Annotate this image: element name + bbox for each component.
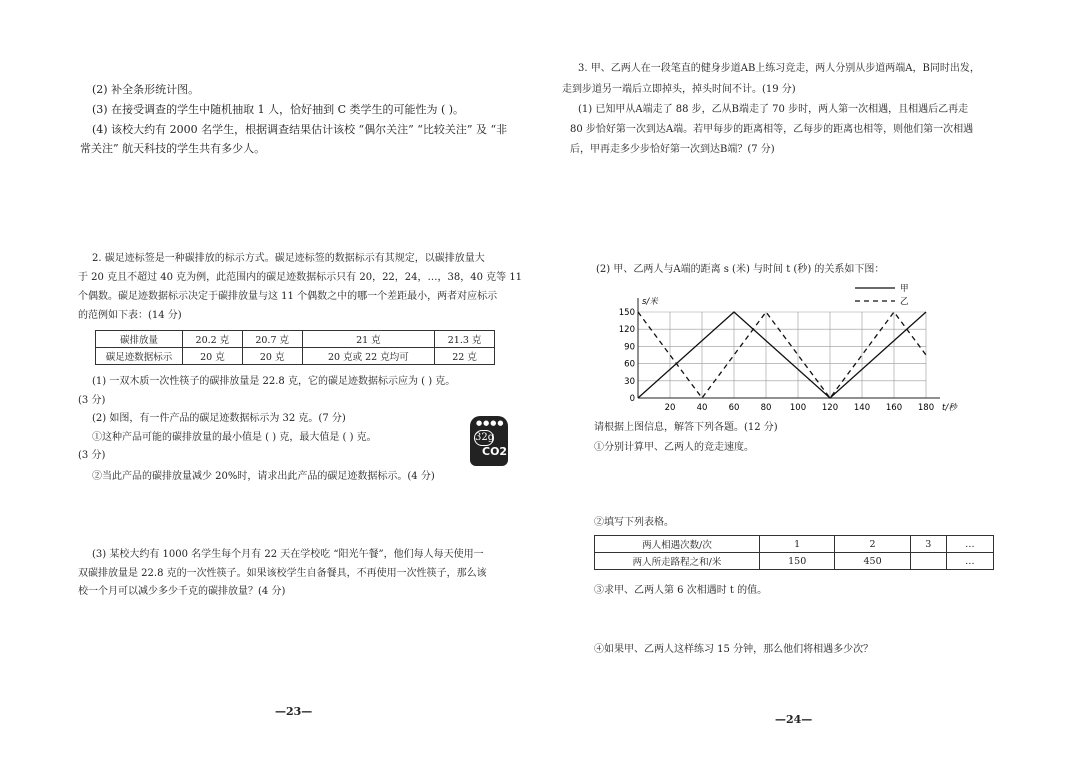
q3-part1-line1: (1) 已知甲从A端走了 88 步，乙从B端走了 70 步时，两人第一次相遇，且相遇后乙再走 xyxy=(578,104,969,115)
x-axis-label: t/秒 xyxy=(942,403,957,413)
q3-part2-3: ③求甲、乙两人第 6 次相遇时 t 的值。 xyxy=(594,585,768,596)
page-number-left: —23— xyxy=(275,705,313,718)
q2-line1: 2. 碳足迹标签是一种碳排放的标示方式。碳足迹标签的数据标示有其规定，以碳排放量大 xyxy=(92,253,485,264)
meeting-table xyxy=(594,535,994,570)
table-cell: … xyxy=(946,536,993,553)
carbon-footprint-label-icon: ●●●● 32g CO2 xyxy=(470,416,508,466)
q3-line2: 走到步道另一端后立即掉头，掉头时间不计。(19 分) xyxy=(562,84,796,95)
footprint-co2: CO2 xyxy=(482,445,508,458)
page-number-right: —24— xyxy=(775,713,813,726)
series-line-1 xyxy=(638,312,926,398)
legend-label-2: 乙 xyxy=(900,297,909,307)
table-cell: 20.7 克 xyxy=(242,331,302,348)
table-row xyxy=(595,553,994,570)
q3-line1: 3. 甲、乙两人在一段笔直的健身步道AB上练习竞走，两人分别从步道两端A，B同时出发， xyxy=(578,63,980,74)
table-cell: 150 xyxy=(760,553,835,570)
q2-line3: 个偶数。碳足迹数据标示决定于碳排放量与这 11 个偶数之中的哪一个差距最小，两者对应标示 xyxy=(78,291,498,302)
table-row xyxy=(96,348,495,365)
q2-part2a-score: (3 分) xyxy=(78,450,106,461)
y-axis-label: s/米 xyxy=(642,297,658,307)
table-cell: 20.2 克 xyxy=(183,331,243,348)
q2-line4: 的范例如下表：(14 分) xyxy=(78,310,182,321)
table-cell: 2 xyxy=(835,536,910,553)
table-cell: 两人相遇次数/次 xyxy=(595,536,760,553)
table-cell: 21.3 克 xyxy=(435,331,495,348)
q1-part3: (3) 在接受调查的学生中随机抽取 1 人，恰好抽到 C 类学生的可能性为 ( )。 xyxy=(92,103,465,116)
table-cell: 碳排放量 xyxy=(96,331,183,348)
q3-part2-2: ②填写下列表格。 xyxy=(594,517,674,528)
table-cell: 22 克 xyxy=(435,348,495,365)
x-tick-label: 160 xyxy=(885,403,903,413)
q3-part2-4: ④如果甲、乙两人这样练习 15 分钟，那么他们将相遇多少次？ xyxy=(594,644,874,655)
y-tick-label: 90 xyxy=(624,342,635,353)
x-tick-label: 100 xyxy=(789,403,807,413)
y-tick-label: 30 xyxy=(624,376,635,387)
q2-part1-score: (3 分) xyxy=(78,395,106,406)
x-tick-label: 20 xyxy=(664,403,676,413)
table-cell: 1 xyxy=(760,536,835,553)
table-cell: 20 克 xyxy=(183,348,243,365)
table-cell: 两人所走路程之和/米 xyxy=(595,553,760,570)
x-tick-label: 80 xyxy=(760,403,772,413)
table-cell: 20 克 xyxy=(242,348,302,365)
q2-part2a: ①这种产品可能的碳排放量的最小值是 ( ) 克，最大值是 ( ) 克。 xyxy=(92,432,377,443)
q3-part1-line3: 后，甲再走多少步恰好第一次到达B端？(7 分) xyxy=(570,144,775,155)
x-tick-label: 140 xyxy=(853,403,871,413)
table-row xyxy=(595,536,994,553)
x-tick-label: 180 xyxy=(917,403,935,413)
x-tick-label: 40 xyxy=(696,403,708,413)
distance-time-chart xyxy=(590,280,990,420)
q2-part3-line1: (3) 某校大约有 1000 名学生每个月有 22 天在学校吃 “阳光午餐”，他们每人每天使用一 xyxy=(92,549,484,560)
x-tick-label: 120 xyxy=(821,403,839,413)
q2-line2: 于 20 克且不超过 40 克为例，此范围内的碳足迹数据标示只有 20，22，24，…，38，40 克等 11 xyxy=(78,272,523,283)
q1-part4-line1: (4) 该校大约有 2000 名学生，根据调查结果估计该校 “偶尔关注” “比较关注” 及 “非 xyxy=(92,123,508,136)
x-tick-label: 60 xyxy=(728,403,740,413)
footprint-value: 32g xyxy=(474,430,494,446)
y-tick-label: 120 xyxy=(618,325,635,336)
carbon-table xyxy=(95,330,495,365)
table-row xyxy=(96,331,495,348)
q3-part1-line2: 80 步恰好第一次到达A端。若甲每步的距离相等，乙每步的距离也相等，则他们第一次相遇 xyxy=(570,124,974,135)
legend-label-1: 甲 xyxy=(900,284,909,294)
table-cell: … xyxy=(946,553,993,570)
table-cell: 21 克 xyxy=(302,331,435,348)
q3-part2: (2) 甲、乙两人与A端的距离 s (米) 与时间 t (秒) 的关系如下图： xyxy=(596,264,885,275)
y-tick-label: 60 xyxy=(624,359,635,370)
table-cell: 20 克或 22 克均可 xyxy=(302,348,435,365)
table-cell: 3 xyxy=(910,536,946,553)
table-cell xyxy=(910,553,946,570)
y-tick-label: 0 xyxy=(629,394,635,404)
table-cell: 碳足迹数据标示 xyxy=(96,348,183,365)
table-cell: 450 xyxy=(835,553,910,570)
q2-part3-line3: 校一个月可以减少多少千克的碳排放量？(4 分) xyxy=(78,586,286,597)
q2-part3-line2: 双碳排放量是 22.8 克的一次性筷子。如果该校学生自备餐具，不再使用一次性筷子，那么该 xyxy=(78,568,487,579)
q2-part2b: ②当此产品的碳排放量减少 20%时，请求出此产品的碳足迹数据标示。(4 分) xyxy=(92,471,435,482)
q3-part2-intro: 请根据上图信息，解答下列各题。(12 分) xyxy=(594,422,778,433)
q1-part4-line2: 常关注” 航天科技的学生共有多少人。 xyxy=(80,142,266,155)
q3-part2-1: ①分别计算甲、乙两人的竞走速度。 xyxy=(594,442,754,453)
y-tick-label: 150 xyxy=(618,308,635,318)
q2-part1-line1: (1) 一双木质一次性筷子的碳排放量是 22.8 克，它的碳足迹数据标示应为 ( ) 克。 xyxy=(92,376,456,387)
q2-part2: (2) 如图，有一件产品的碳足迹数据标示为 32 克。(7 分) xyxy=(92,413,346,424)
q1-part2: (2) 补全条形统计图。 xyxy=(92,83,200,96)
